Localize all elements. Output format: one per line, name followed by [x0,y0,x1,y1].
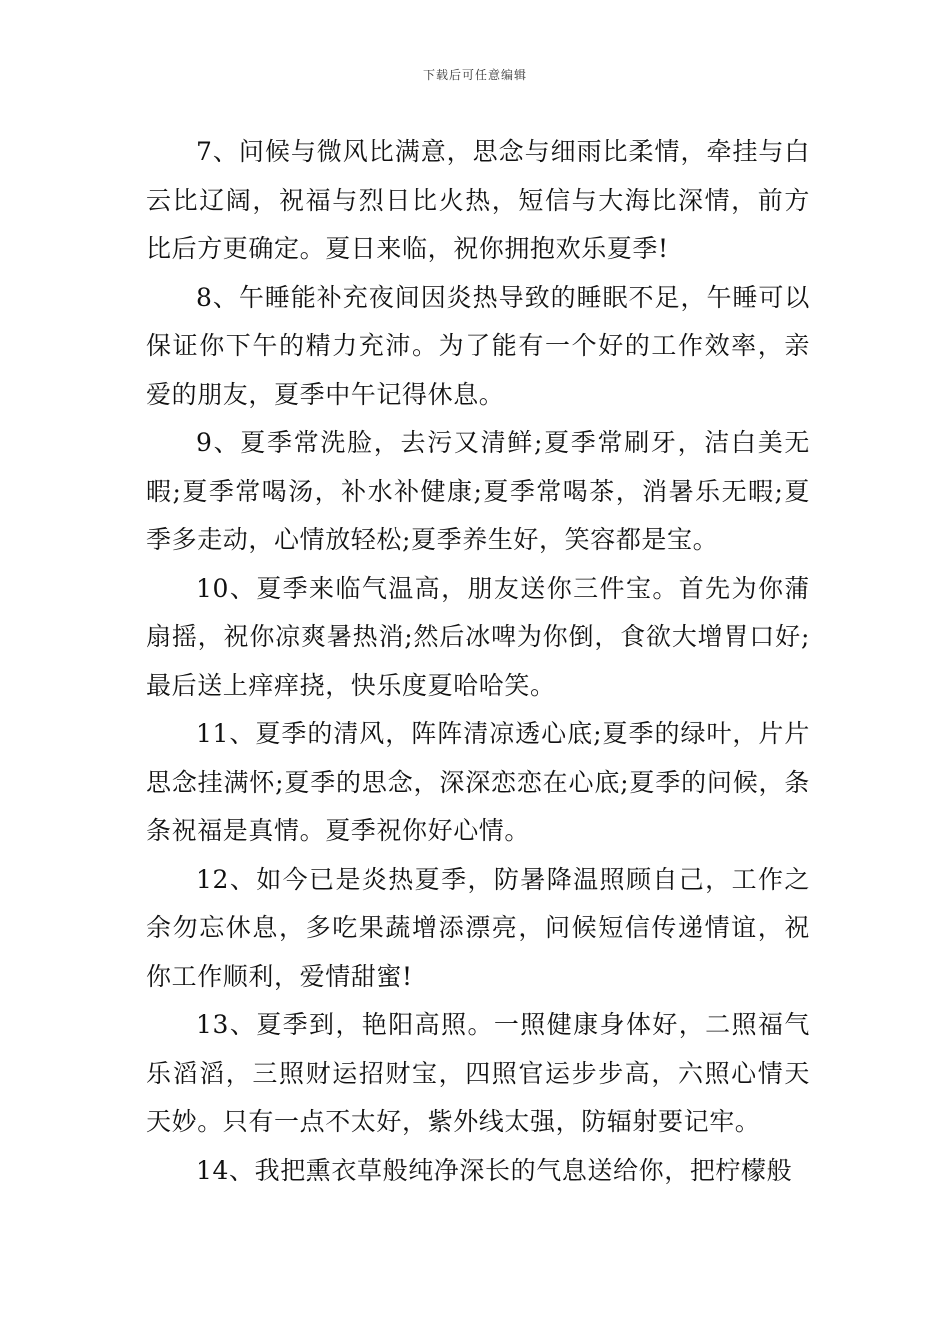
paragraph-8: 8、午睡能补充夜间因炎热导致的睡眠不足，午睡可以保证你下午的精力充沛。为了能有一个好的工作效率，亲爱的朋友，夏季中午记得休息。 [146,282,810,409]
paragraph-10: 10、夏季来临气温高，朋友送你三件宝。首先为你蒲扇摇，祝你凉爽暑热消;然后冰啤为你倒，食欲大增胃口好;最后送上痒痒挠，快乐度夏哈哈笑。 [146,573,810,700]
paragraph-11: 11、夏季的清风，阵阵清凉透心底;夏季的绿叶，片片思念挂满怀;夏季的思念，深深恋恋在心底;夏季的问候，条条祝福是真情。夏季祝你好心情。 [146,719,810,845]
paragraph-9: 9、夏季常洗脸，去污又清鲜;夏季常刷牙，洁白美无暇;夏季常喝汤，补水补健康;夏季常喝茶，消暑乐无暇;夏季多走动，心情放轻松;夏季养生好，笑容都是宝。 [146,428,810,554]
paragraph-12: 12、如今已是炎热夏季，防暑降温照顾自己，工作之余勿忘休息，多吃果蔬增添漂亮，问候短信传递情谊，祝你工作顺利，爱情甜蜜! [146,864,810,991]
paragraph-7: 7、问候与微风比满意，思念与细雨比柔情，牵挂与白云比辽阔，祝福与烈日比火热，短信与大海比深情，前方比后方更确定。夏日来临，祝你拥抱欢乐夏季! [146,137,810,263]
page-header: 下载后可任意编辑 [422,68,527,82]
paragraph-14: 14、我把熏衣草般纯净深长的气息送给你，把柠檬般 [196,1155,793,1185]
paragraph-13: 13、夏季到，艳阳高照。一照健康身体好，二照福气乐滔滔，三照财运招财宝，四照官运步步高，六照心情天天妙。只有一点不太好，紫外线太强，防辐射要记牢。 [146,1010,810,1136]
document-body [146,128,810,1195]
